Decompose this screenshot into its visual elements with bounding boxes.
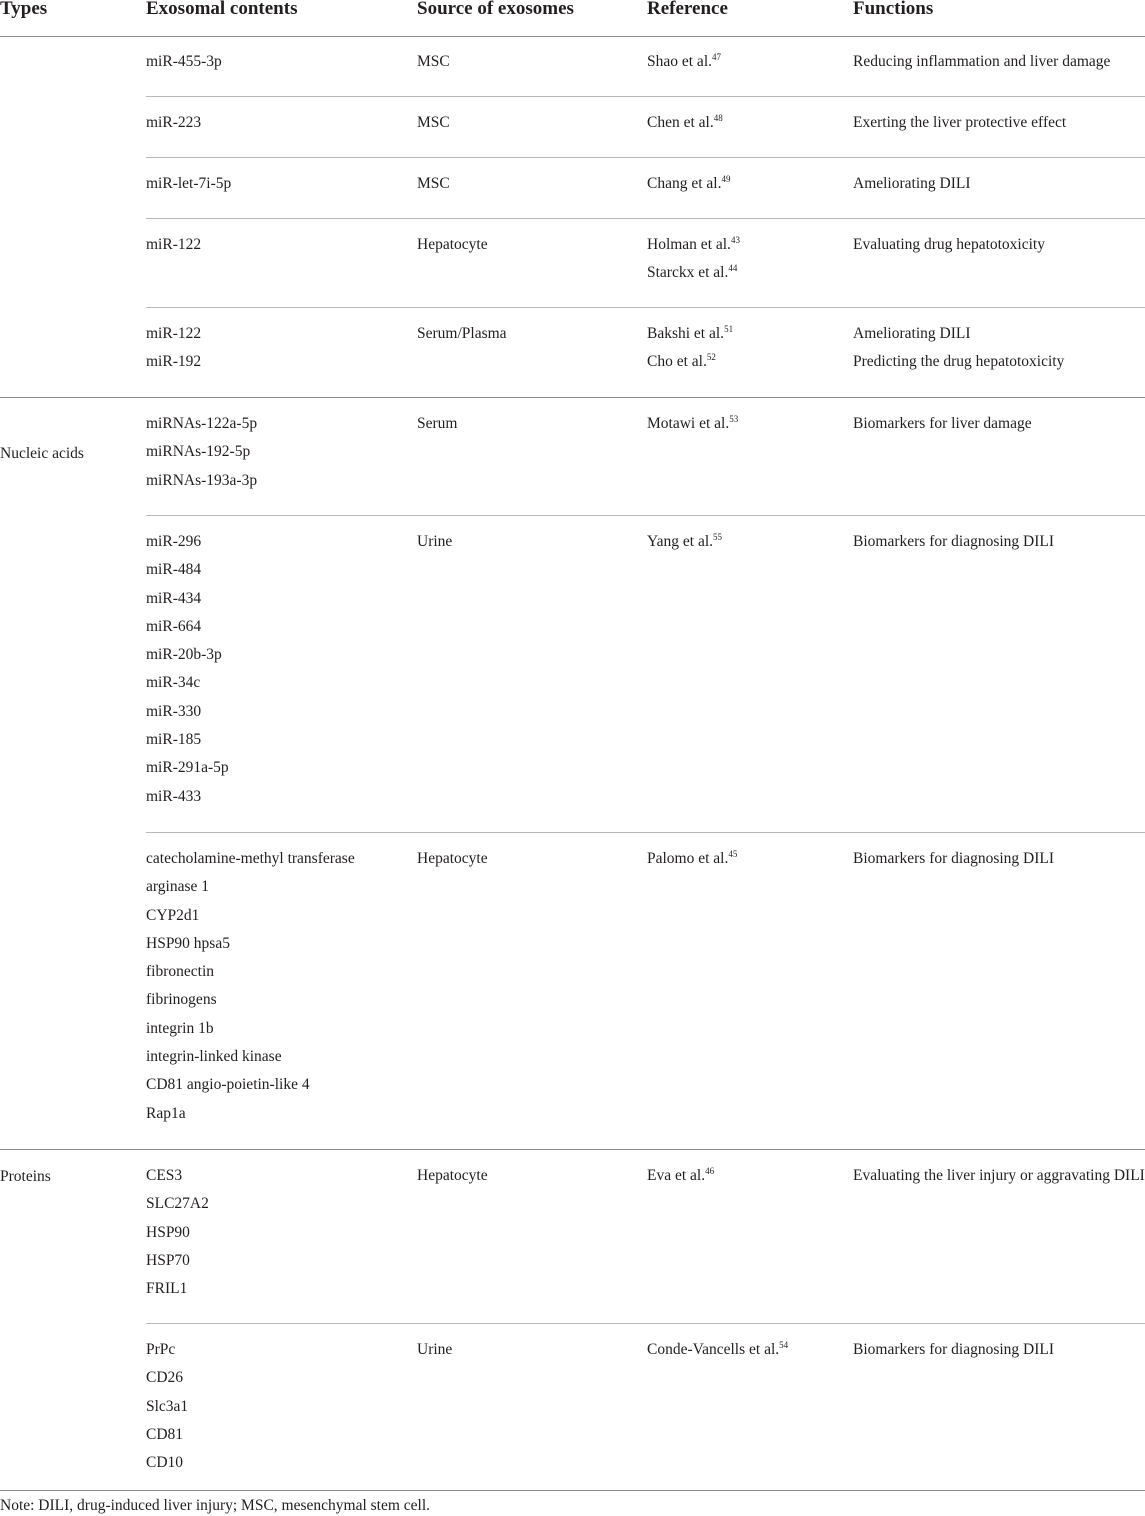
- content-item: miR-34c: [146, 674, 201, 692]
- cell-contents: [146, 1336, 188, 1477]
- function-item: Biomarkers for diagnosing DILI: [853, 533, 1055, 550]
- cell-contents: [146, 109, 201, 137]
- reference-item: [647, 259, 740, 287]
- cell-functions: [853, 231, 1045, 259]
- content-item: FRIL1: [146, 1280, 188, 1298]
- cell-functions: [853, 1162, 1145, 1190]
- content-item: HSP90 hpsa5: [146, 934, 230, 952]
- function-item: Evaluating drug hepatotoxicity: [853, 236, 1045, 253]
- source-text: Serum: [417, 415, 458, 432]
- content-item: integrin-linked kinase: [146, 1048, 282, 1066]
- content-item: miR-291a-5p: [146, 759, 229, 777]
- cell-contents: [146, 320, 201, 377]
- cell-functions: [853, 48, 1110, 76]
- row-separator: [146, 515, 1145, 516]
- cell-source: [417, 1162, 488, 1190]
- header-types: Types: [0, 0, 48, 19]
- content-item: CYP2d1: [146, 906, 200, 924]
- content-item: miR-455-3p: [146, 53, 222, 70]
- content-item: miR-296: [146, 533, 202, 550]
- type-label-nucleic-acids: Nucleic acids: [0, 445, 84, 462]
- cell-contents: [146, 170, 231, 198]
- reference-name: Shao et al.: [647, 53, 712, 70]
- reference-item: [647, 109, 723, 137]
- row-separator: [146, 307, 1145, 308]
- cell-reference: [647, 845, 737, 873]
- cell-reference: [647, 410, 738, 438]
- cell-contents: [146, 845, 355, 1128]
- cell-reference: [647, 320, 733, 377]
- content-item: miR-484: [146, 561, 202, 579]
- reference-number: 55: [713, 532, 723, 542]
- content-item: miR-185: [146, 731, 202, 749]
- header-source: Source of exosomes: [417, 0, 574, 19]
- row-separator: [146, 218, 1145, 219]
- reference-item: [647, 320, 733, 348]
- reference-number: 45: [728, 849, 738, 859]
- content-item: fibrinogens: [146, 991, 217, 1009]
- cell-source: [417, 48, 450, 76]
- row-separator: [0, 397, 1145, 398]
- reference-name: Palomo et al.: [647, 850, 729, 867]
- header-contents: Exosomal contents: [146, 0, 298, 19]
- cell-source: [417, 109, 450, 137]
- reference-item: [647, 410, 738, 438]
- row-separator: [146, 832, 1145, 833]
- cell-functions: [853, 528, 1054, 556]
- function-item: Exerting the liver protective effect: [853, 114, 1067, 131]
- reference-number: 48: [713, 113, 723, 123]
- reference-name: Bakshi et al.: [647, 325, 725, 342]
- source-text: Hepatocyte: [417, 850, 488, 867]
- cell-reference: [647, 1336, 788, 1364]
- reference-number: 51: [724, 324, 734, 334]
- source-text: Urine: [417, 1341, 453, 1358]
- cell-contents: [146, 410, 257, 495]
- row-separator: [0, 1149, 1145, 1150]
- header-rule: [0, 36, 1145, 37]
- function-item: Biomarkers for diagnosing DILI: [853, 850, 1055, 867]
- function-item: Evaluating the liver injury or aggravating DILI: [853, 1167, 1145, 1184]
- source-text: MSC: [417, 53, 450, 70]
- cell-source: [417, 231, 488, 259]
- function-item: Ameliorating DILI: [853, 175, 971, 192]
- content-item: Slc3a1: [146, 1397, 189, 1415]
- reference-number: 53: [729, 414, 739, 424]
- header-functions: Functions: [853, 0, 934, 19]
- header-reference: Reference: [647, 0, 728, 19]
- content-item: Rap1a: [146, 1104, 186, 1122]
- reference-name: Cho et al.: [647, 353, 707, 371]
- source-text: Hepatocyte: [417, 1167, 488, 1184]
- content-item: PrPc: [146, 1341, 176, 1358]
- content-item: CD81: [146, 1425, 184, 1443]
- reference-item: [647, 348, 733, 376]
- content-item: fibronectin: [146, 963, 215, 981]
- reference-name: Starckx et al.: [647, 264, 729, 282]
- reference-number: 54: [779, 1340, 789, 1350]
- cell-functions: [853, 410, 1032, 438]
- content-item: miRNAs-122a-5p: [146, 415, 258, 432]
- reference-name: Chen et al.: [647, 114, 714, 131]
- content-item: CD10: [146, 1454, 184, 1472]
- content-item: SLC27A2: [146, 1195, 209, 1213]
- cell-functions: [853, 320, 1064, 377]
- reference-number: 47: [712, 52, 721, 62]
- row-separator: [146, 1323, 1145, 1324]
- reference-name: Conde-Vancells et al.: [647, 1341, 780, 1358]
- row-separator: [0, 1490, 1145, 1491]
- reference-number: 46: [705, 1166, 715, 1176]
- content-item: miR-223: [146, 114, 202, 131]
- cell-source: [417, 1336, 452, 1364]
- source-text: Urine: [417, 533, 453, 550]
- row-separator: [146, 157, 1145, 158]
- content-item: miRNAs-192-5p: [146, 443, 251, 461]
- cell-source: [417, 410, 457, 438]
- table-header: [0, 0, 1145, 37]
- reference-name: Holman et al.: [647, 236, 731, 253]
- content-item: miR-122: [146, 236, 202, 253]
- cell-contents: [146, 528, 229, 811]
- reference-item: [647, 1162, 714, 1190]
- cell-functions: [853, 845, 1054, 873]
- reference-number: 52: [706, 352, 716, 363]
- reference-item: [647, 231, 740, 259]
- reference-number: 44: [728, 263, 738, 274]
- reference-name: Eva et al.: [647, 1167, 706, 1184]
- type-label-proteins: Proteins: [0, 1168, 51, 1185]
- content-item: CD26: [146, 1369, 184, 1387]
- source-text: MSC: [417, 114, 450, 131]
- reference-item: [647, 1336, 788, 1364]
- cell-reference: [647, 231, 740, 288]
- cell-functions: [853, 1336, 1054, 1364]
- cell-source: [417, 170, 450, 198]
- reference-item: [647, 845, 737, 873]
- cell-source: [417, 528, 452, 556]
- content-item: integrin 1b: [146, 1019, 214, 1037]
- cell-contents: [146, 231, 201, 259]
- cell-source: [417, 845, 488, 873]
- content-item: miR-20b-3p: [146, 646, 222, 664]
- cell-reference: [647, 48, 721, 76]
- reference-number: 49: [721, 174, 731, 184]
- content-item: miR-let-7i-5p: [146, 175, 232, 192]
- cell-contents: [146, 1162, 209, 1303]
- reference-name: Chang et al.: [647, 175, 722, 192]
- cell-source: [417, 320, 507, 348]
- cell-reference: [647, 528, 722, 556]
- function-item: Biomarkers for liver damage: [853, 415, 1032, 432]
- cell-reference: [647, 170, 730, 198]
- table-note: Note: DILI, drug-induced liver injury; MSC, mesenchymal stem cell.: [0, 1497, 431, 1514]
- content-item: miRNAs-193a-3p: [146, 471, 258, 489]
- function-item: Predicting the drug hepatotoxicity: [853, 353, 1065, 371]
- cell-functions: [853, 109, 1066, 137]
- reference-item: [647, 528, 722, 556]
- reference-name: Motawi et al.: [647, 415, 730, 432]
- function-item: Ameliorating DILI: [853, 325, 971, 342]
- row-separator: [146, 96, 1145, 97]
- reference-item: [647, 48, 721, 76]
- function-item: Reducing inflammation and liver damage: [853, 53, 1111, 70]
- source-text: MSC: [417, 175, 450, 192]
- content-item: miR-122: [146, 325, 202, 342]
- cell-reference: [647, 109, 723, 137]
- content-item: catecholamine-methyl transferase: [146, 850, 355, 867]
- content-item: miR-434: [146, 589, 202, 607]
- source-text: Serum/Plasma: [417, 325, 507, 342]
- cell-functions: [853, 170, 971, 198]
- function-item: Biomarkers for diagnosing DILI: [853, 1341, 1055, 1358]
- content-item: arginase 1: [146, 878, 209, 896]
- content-item: miR-330: [146, 702, 202, 720]
- cell-contents: [146, 48, 222, 76]
- content-item: miR-192: [146, 353, 202, 371]
- content-item: HSP90: [146, 1223, 190, 1241]
- cell-reference: [647, 1162, 714, 1190]
- source-text: Hepatocyte: [417, 236, 488, 253]
- content-item: HSP70: [146, 1251, 190, 1269]
- content-item: miR-664: [146, 617, 202, 635]
- reference-item: [647, 170, 730, 198]
- content-item: CD81 angio-poietin-like 4: [146, 1076, 310, 1094]
- content-item: miR-433: [146, 787, 202, 805]
- reference-name: Yang et al.: [647, 533, 714, 550]
- reference-number: 43: [730, 235, 740, 245]
- content-item: CES3: [146, 1167, 183, 1184]
